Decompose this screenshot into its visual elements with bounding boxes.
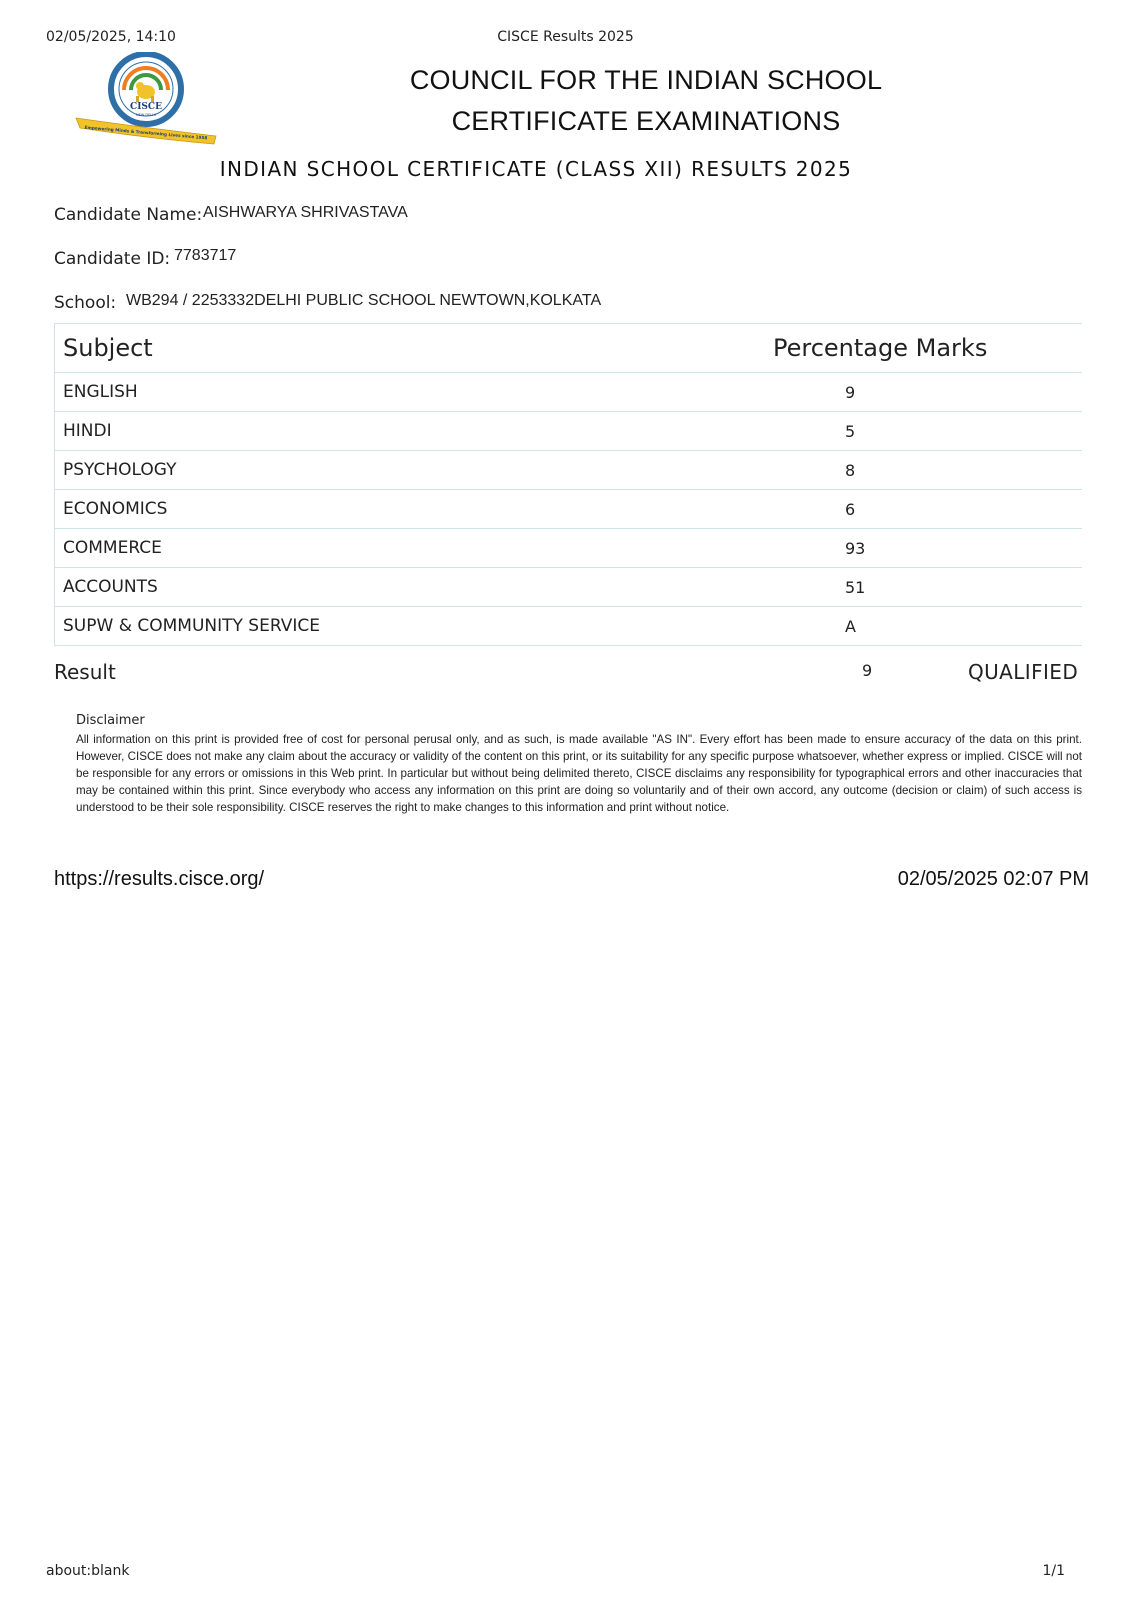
percentage-marks-column-header: Percentage Marks: [773, 334, 988, 362]
marks-cell: A: [845, 616, 856, 636]
print-datetime: 02/05/2025, 14:10: [46, 29, 176, 45]
school-label: School:: [54, 293, 117, 313]
school-value: WB294 / 2253332DELHI PUBLIC SCHOOL NEWTOWN,KOLKATA: [126, 292, 602, 309]
svg-text:Empowering Minds & Transformin: Empowering Minds & Transforming Lives since 1958: [84, 124, 208, 141]
disclaimer-text: All information on this print is provided free of cost for personal perusal only, and as such, is made available "AS IN". Every effort has been made to ensure accuracy of the data on this print. However, CISCE does not make any claim about the accuracy or validity of the content on this print, or its suitability for any specific purpose whatsoever, whether express or implied. CISCE will not be responsible for any errors or omissions in this Web print. In particular but without being delimited thereto, CISCE disclaims any responsibility for typographical errors and other inaccuracies that may be contained within this print. Since everybody who access any information on this print are doing so voluntarily and of their own accord, any outcome (decision or claim) of such access is understood to be their sole responsibility. CISCE reserves the right to make changes to this information and print without notice.: [76, 733, 1082, 814]
disclaimer-title: Disclaimer: [76, 713, 145, 728]
table-row: [55, 490, 1083, 529]
subject-cell: PSYCHOLOGY: [55, 451, 768, 490]
table-row: [55, 607, 1083, 646]
marks-cell: 5: [845, 421, 856, 441]
marks-cell: 6: [845, 499, 856, 519]
marks-cell: 51: [845, 577, 866, 597]
svg-text:NEW DELHI: NEW DELHI: [136, 113, 156, 117]
table-row: [55, 529, 1083, 568]
results-heading: INDIAN SCHOOL CERTIFICATE (CLASS XII) RESULTS 2025: [219, 157, 853, 181]
print-footer-url: about:blank: [46, 1563, 130, 1579]
print-page-title: CISCE Results 2025: [497, 29, 634, 45]
candidate-name-value: AISHWARYA SHRIVASTAVA: [203, 204, 408, 221]
site-url-link[interactable]: https://results.cisce.org/: [54, 868, 265, 890]
print-page-count: 1/1: [1042, 1563, 1065, 1579]
subject-cell: COMMERCE: [55, 529, 768, 568]
marks-cell: 8: [845, 460, 856, 480]
subject-cell: SUPW & COMMUNITY SERVICE: [55, 607, 768, 646]
candidate-id-label: Candidate ID:: [54, 249, 171, 269]
result-marks: 9: [862, 661, 873, 680]
subject-column-header: Subject: [55, 324, 768, 373]
marks-cell: 93: [845, 538, 866, 558]
marks-table: [54, 323, 1082, 646]
subject-cell: HINDI: [55, 412, 768, 451]
subject-cell: ENGLISH: [55, 373, 768, 412]
table-row: [55, 568, 1083, 607]
site-datetime: 02/05/2025 02:07 PM: [897, 868, 1089, 890]
council-title: COUNCIL FOR THE INDIAN SCHOOL CERTIFICATE EXAMINATIONS: [409, 65, 883, 136]
table-row: [55, 373, 1083, 412]
marks-cell: 9: [845, 382, 856, 402]
subject-cell: ECONOMICS: [55, 490, 768, 529]
cisce-logo: [74, 52, 219, 147]
result-status: QUALIFIED: [968, 660, 1079, 684]
svg-text:CISCE: CISCE: [130, 102, 162, 112]
candidate-name-label: Candidate Name:: [54, 205, 203, 225]
cisce-logo-icon: [74, 52, 219, 147]
table-header-row: [55, 324, 1083, 373]
table-row: [55, 451, 1083, 490]
subject-cell: ACCOUNTS: [55, 568, 768, 607]
candidate-id-value: 7783717: [174, 247, 237, 264]
result-label: Result: [54, 660, 116, 684]
table-row: [55, 412, 1083, 451]
